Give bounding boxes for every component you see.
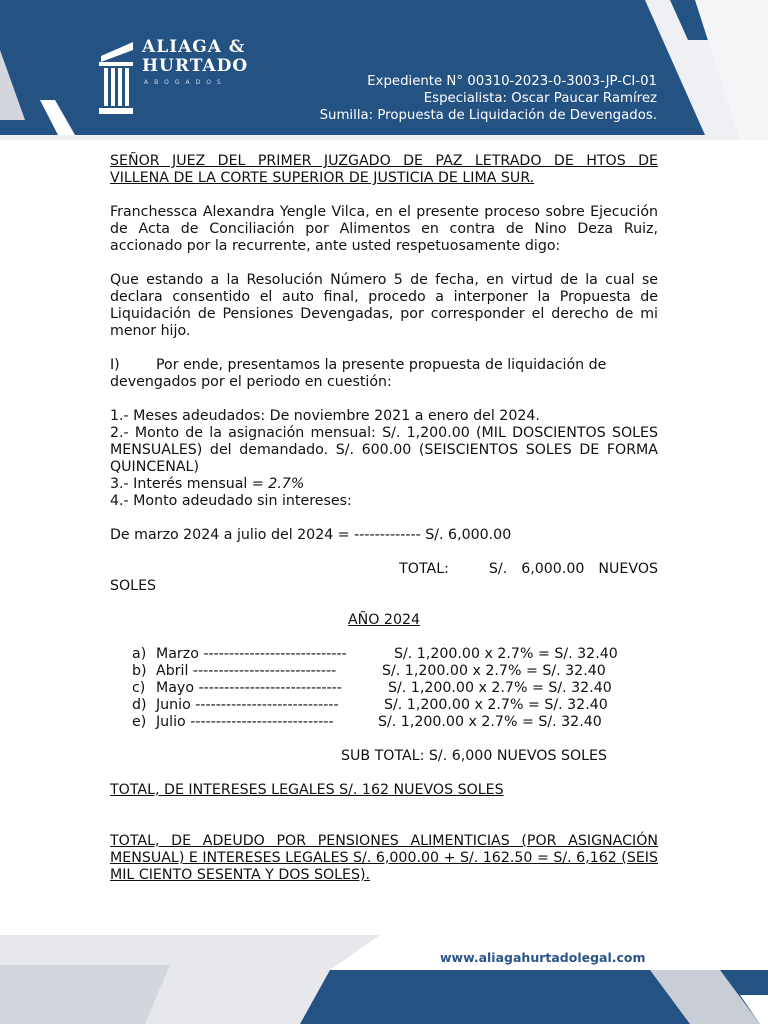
specialist: Especialista: Oscar Paucar Ramírez [423, 91, 657, 106]
item-calc: S/. 1,200.00 x 2.7% = S/. 32.40 [394, 646, 618, 662]
interest-total: TOTAL, DE INTERESES LEGALES S/. 162 NUEVOS SOLES [110, 782, 504, 798]
item-month: Abril ---------------------------- [156, 663, 337, 679]
addressee-line-1: SEÑOR JUEZ DEL PRIMER JUZGADO DE PAZ LETRADO DE HTOS DE [110, 153, 658, 169]
resolution-paragraph: Que estando a la Resolución Número 5 de fecha, en virtud de la cual se declara consentido el auto final, procedo a interponer la Propuesta de Liquidación de Pensiones Devengadas, por corresponder el derecho de mi menor hijo. [110, 272, 658, 339]
year-heading: AÑO 2024 [347, 612, 421, 628]
pillar-icon [97, 42, 135, 120]
item-letter: b) [132, 663, 147, 679]
section-text-2: devengados por el periodo en cuestión: [110, 374, 392, 390]
item-letter: c) [132, 680, 146, 696]
total-currency: S/. [488, 561, 508, 577]
item-3 [110, 476, 658, 493]
document-body [110, 153, 658, 884]
total-unit: NUEVOS [598, 561, 658, 577]
intro-paragraph: Franchessca Alexandra Yengle Vilca, en el presente proceso sobre Ejecución de Acta de Conciliación por Alimentos en contra de Nino Deza Ruiz, accionado por la recurrente, ante usted respetuosamente digo: [110, 204, 658, 254]
firm-tagline: ABOGADOS [144, 79, 227, 86]
interest-list [110, 646, 658, 731]
item-month: Junio ---------------------------- [156, 697, 339, 713]
item-month: Julio ---------------------------- [156, 714, 334, 730]
total-amount: 6,000.00 [521, 561, 585, 577]
item-letter: e) [132, 714, 147, 730]
addressee-line-2: VILLENA DE LA CORTE SUPERIOR DE JUSTICIA DE LIMA SUR. [110, 170, 535, 186]
list-item [110, 646, 658, 663]
list-item [110, 663, 658, 680]
item-letter: d) [132, 697, 147, 713]
website-link[interactable]: www.aliagahurtadolegal.com [440, 950, 646, 965]
firm-logo-name [142, 38, 248, 76]
section-text-1: Por ende, presentamos la presente propuesta de liquidación de [156, 357, 607, 373]
item-1: 1.- Meses adeudados: De noviembre 2021 a enero del 2024. [110, 408, 540, 424]
item-calc: S/. 1,200.00 x 2.7% = S/. 32.40 [378, 714, 602, 730]
item-calc: S/. 1,200.00 x 2.7% = S/. 32.40 [388, 680, 612, 696]
section-number: I) [110, 357, 120, 373]
item-calc: S/. 1,200.00 x 2.7% = S/. 32.40 [382, 663, 606, 679]
section-heading [110, 357, 658, 374]
period-line: De marzo 2024 a julio del 2024 = ------------- S/. 6,000.00 [110, 527, 512, 543]
subtotal: SUB TOTAL: S/. 6,000 NUEVOS SOLES [341, 748, 608, 764]
case-number: Expediente N° 00310-2023-0-3003-JP-CI-01 [367, 74, 657, 89]
footer-banner [0, 925, 768, 1024]
interest-rate: 2.7% [268, 476, 305, 492]
item-3-label: 3.- Interés mensual = [110, 476, 269, 492]
case-metadata [320, 73, 657, 124]
list-item [110, 680, 658, 697]
summary: Sumilla: Propuesta de Liquidación de Devengados. [319, 108, 657, 123]
item-month: Marzo ---------------------------- [156, 646, 347, 662]
total-unit-2: SOLES [110, 578, 157, 594]
list-item [110, 714, 658, 731]
item-letter: a) [132, 646, 147, 662]
firm-name-line1: ALIAGA & [142, 37, 246, 57]
total-line [110, 561, 658, 578]
item-month: Mayo ---------------------------- [156, 680, 342, 696]
item-4: 4.- Monto adeudado sin intereses: [110, 493, 352, 509]
item-2: 2.- Monto de la asignación mensual: S/. 1,200.00 (MIL DOSCIENTOS SOLES MENSUALES) del demandado. S/. 600.00 (SEISCIENTOS SOLES DE FORMA QUINCENAL) [110, 425, 658, 475]
total-label: TOTAL: [399, 561, 449, 577]
firm-name-line2: HURTADO [142, 56, 249, 76]
list-item [110, 697, 658, 714]
item-calc: S/. 1,200.00 x 2.7% = S/. 32.40 [384, 697, 608, 713]
grand-total: TOTAL, DE ADEUDO POR PENSIONES ALIMENTICIAS (POR ASIGNACIÓN MENSUAL) E INTERESES LEGALES S/. 6,000.00 + S/. 162.50 = S/. 6,162 (SEIS MIL CIENTO SESENTA Y DOS SOLES). [110, 833, 658, 883]
